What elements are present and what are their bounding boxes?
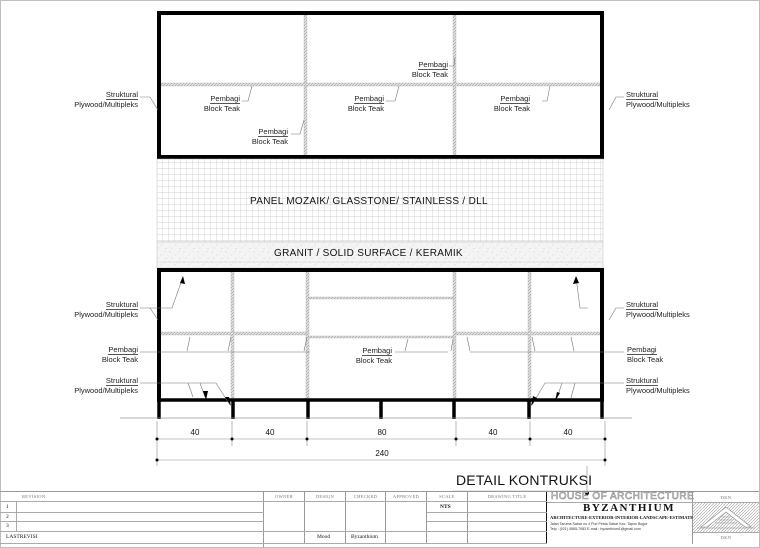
title-block <box>0 491 759 547</box>
approved-column: APPROVED <box>386 492 427 544</box>
logo-bottom-label: DKN <box>720 535 732 540</box>
dimension-segment-2: 40 <box>265 428 275 437</box>
label-lower-left-struktural-top: Struktural Plywood/Multipleks <box>74 300 138 319</box>
revision-header: REVISION <box>22 494 46 499</box>
company-tagline: HOUSE OF ARCHITECTURE <box>551 491 695 502</box>
label-lower-right-struktural-top: Struktural Plywood/Multipleks <box>626 300 690 319</box>
owner-column: OWNER <box>264 492 305 544</box>
drawing-title: DETAIL KONTRUKSI <box>456 472 593 488</box>
label-upper-lower-pembagi: Pembagi Block Teak <box>251 127 288 146</box>
dimension-segment-1: 40 <box>190 428 200 437</box>
label-upper-left-pembagi: Pembagi Block Teak <box>203 94 240 113</box>
logo-top-label: DKN <box>720 495 732 500</box>
label-upper-center-pembagi: Pembagi Block Teak <box>347 94 384 113</box>
label-upper-left-struktural: Struktural Plywood/Multipleks <box>74 90 138 109</box>
dimension-segment-3: 80 <box>377 428 387 437</box>
scale-value: NTS <box>440 504 451 510</box>
label-lower-right-pembagi: Pembagi Block Teak <box>627 345 664 364</box>
revision-row-1: 1 <box>6 504 9 510</box>
label-lower-right-struktural-bottom: Struktural Plywood/Multipleks <box>626 376 690 395</box>
checked-column: CHECKED Byzanthium <box>346 492 386 544</box>
label-lower-left-struktural-bottom: Struktural Plywood/Multipleks <box>74 376 138 395</box>
label-upper-right-pembagi: Pembagi Block Teak <box>493 94 530 113</box>
label-lower-center-pembagi: Pembagi Block Teak <box>355 346 392 365</box>
design-column: DESIGN Mood <box>305 492 346 544</box>
company-address: Jalan Taruma Sabar no 4 Puri Pesta Sabar Kec. Tapos Bogor <box>550 522 648 526</box>
dimension-segment-4: 40 <box>488 428 498 437</box>
lower-cabinet <box>120 270 632 419</box>
company-contact: Telp : (021) 0865-7083 E-mail : byzanthium1@gmail.com <box>550 527 641 531</box>
company-services: ARCHITECTURE-EXTERIOR-INTERIOR-LANDSCAPE-ESTIMATE <box>550 515 694 520</box>
label-upper-top-pembagi: Pembagi Block Teak <box>411 60 448 79</box>
company-block <box>547 492 693 544</box>
mosaic-panel-label: PANEL MOZAIK/ GLASSTONE/ STAINLESS / DLL <box>250 196 488 207</box>
label-upper-right-struktural: Struktural Plywood/Multipleks <box>626 90 690 109</box>
dimension-total: 240 <box>375 449 389 458</box>
last-revision-label: LASTREVISI <box>6 534 38 540</box>
revision-row-2: 2 <box>6 514 9 520</box>
countertop-label: GRANIT / SOLID SURFACE / KERAMIK <box>274 248 463 259</box>
dimension-segment-5: 40 <box>563 428 573 437</box>
label-lower-left-pembagi: Pembagi Block Teak <box>101 345 138 364</box>
company-logo-icon <box>693 503 759 532</box>
design-value: Mood <box>317 534 331 540</box>
scale-column: SCALE NTS <box>427 492 468 544</box>
revision-section <box>0 492 264 547</box>
logo-box <box>693 492 759 544</box>
checked-value: Byzanthium <box>351 534 378 540</box>
company-name: BYZANTHIUM <box>583 502 676 514</box>
drawing-title-column: DRAWING TITLE <box>468 492 547 544</box>
revision-row-3: 3 <box>6 523 9 529</box>
upper-cabinet <box>140 13 624 157</box>
